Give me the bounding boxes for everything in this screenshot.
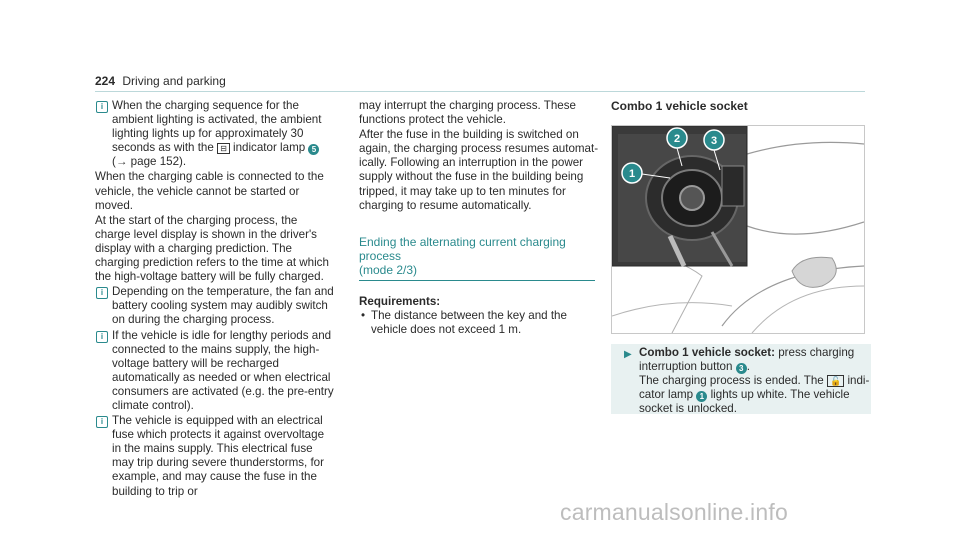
callout-badge: 1 [696, 391, 707, 402]
callout-badge: 5 [308, 144, 319, 155]
svg-text:1: 1 [628, 168, 636, 180]
page-reference: (→ page 152). [112, 155, 187, 169]
svg-text:3: 3 [710, 135, 718, 147]
callout-badge: 3 [736, 363, 747, 374]
note-ambient-lighting: i When the charging sequence for the ambient lighting is activated, the ambient lighting lights up for approximately 30 seconds as with the ⊟ indicator lamp 5 (→ page 152). [95, 99, 335, 169]
section-name: Driving and parking [122, 74, 226, 88]
charging-lamp-icon: ⊟ [217, 143, 230, 154]
page-header [95, 74, 226, 88]
left-column [95, 99, 335, 500]
right-column [611, 99, 871, 113]
info-icon: i [96, 331, 108, 343]
requirements-title: Requirements: [359, 294, 441, 308]
paragraph: At the start of the charging process, the charge level display is shown in the driver's display with a charging prediction. The charging prediction refers to the time at which the high-voltage battery will be fully charged. [95, 213, 329, 284]
note-fan: i Depending on the temperature, the fan and battery cooling system may audibly switch on during the charging process. [95, 285, 335, 327]
section-title: Ending the alternating current charging process (mode 2/3) [359, 234, 566, 277]
requirement-item: • The distance between the key and the vehicle does not exceed 1 m. [359, 309, 599, 337]
note-idle: i If the vehicle is idle for lengthy periods and connected to the mains supply, the high-voltage battery will be recharged automatically as needed or when electrical consumers are activated (e.g. the pre-entry climate control). [95, 329, 335, 414]
step-label: Combo 1 vehicle socket: [639, 346, 775, 359]
section-rule [359, 280, 595, 281]
watermark: carmanualsonline.info [560, 499, 788, 525]
middle-column [359, 99, 599, 337]
info-icon: i [96, 416, 108, 428]
vehicle-socket-illustration [612, 126, 864, 333]
paragraph: When the charging cable is connected to the vehicle, the vehicle cannot be started or moved. [95, 170, 324, 212]
info-icon: i [96, 101, 108, 113]
note-fuse: i The vehicle is equipped with an electrical fuse which protects it against overvoltage in the mains supply. This electrical fuse may trip during severe thunderstorms, for example, and may cause the fuse in the building to trip or [95, 414, 335, 499]
step-arrow-icon: ▶ [624, 349, 632, 360]
figure-title: Combo 1 vehicle socket [611, 99, 748, 113]
paragraph: may interrupt the charging process. These functions protect the vehicle. [359, 99, 576, 127]
instruction-step: ▶ Combo 1 vehicle socket: press charging interruption button 3 . The charging process is ended. The 🔓 indicator lamp 1 lights up white. The vehicle socket is unlocked. [611, 344, 871, 414]
info-icon: i [96, 287, 108, 299]
svg-text:2: 2 [673, 133, 681, 145]
unlock-icon: 🔓 [827, 375, 844, 387]
header-rule [95, 91, 865, 92]
paragraph: After the fuse in the building is switched on again, the charging process resumes automatically. Following an interruption in the power supply without the fuse in the building being tripped, it may take up to ten minutes for charging to resume automatically. [359, 128, 599, 212]
vehicle-socket-figure [611, 125, 865, 334]
page-number: 224 [95, 74, 116, 88]
